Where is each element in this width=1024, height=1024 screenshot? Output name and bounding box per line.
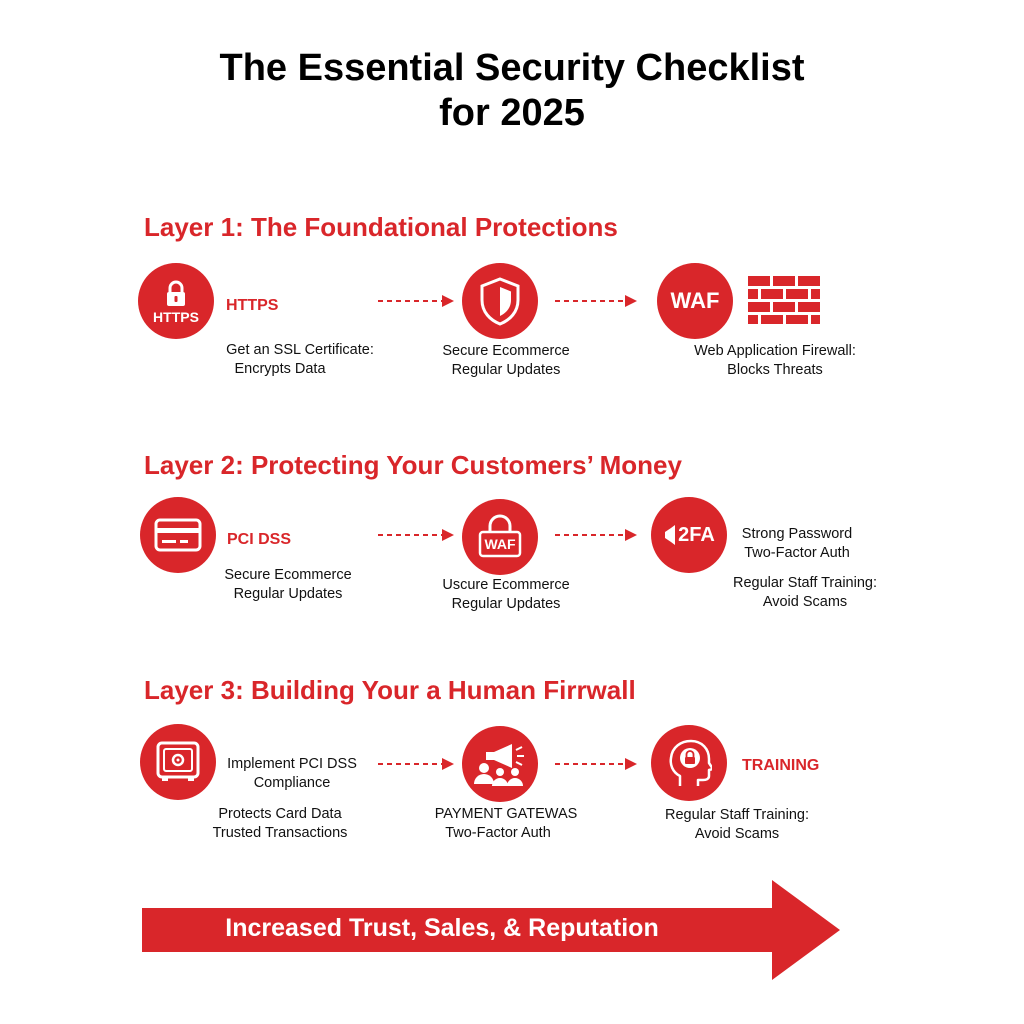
title-line-1: The Essential Security Checklist: [219, 47, 805, 89]
staff-training-caption: [702, 574, 908, 612]
card-data-caption: [180, 805, 380, 843]
caption-line: Web Application Firewall:: [694, 343, 856, 359]
banner-text: Increased Trust, Sales, & Reputation: [225, 914, 659, 942]
waf-icon: [657, 263, 733, 339]
uscure-caption: [406, 576, 606, 614]
ssl-caption: [200, 341, 400, 379]
page-title: [0, 46, 1024, 136]
caption-line: Regular Updates: [451, 362, 561, 378]
waf-caption: [672, 342, 878, 380]
layer-1-heading: Layer 1: The Foundational Protections: [144, 212, 618, 242]
dashed-arrow-icon: [378, 756, 458, 772]
caption-line: Secure Ecommerce: [442, 343, 570, 359]
caption-line: Compliance: [253, 775, 331, 791]
waf-icon-text: WAF: [670, 288, 720, 313]
caption-line: Get an SSL Certificate:: [226, 342, 374, 358]
padlock-icon-text: HTTPS: [153, 308, 199, 325]
shield-icon: [462, 263, 538, 339]
credit-card-icon: [140, 497, 216, 573]
caption-line: Implement PCI DSS: [227, 756, 357, 772]
caption-line: Two-Factor Auth: [744, 545, 850, 561]
waf-lock-icon-text: WAF: [484, 536, 516, 552]
padlock-icon: [138, 263, 214, 339]
dashed-arrow-icon: [555, 527, 641, 543]
title-line-2: for 2025: [439, 91, 585, 134]
caption-line: Two-Factor Auth: [445, 825, 551, 841]
waf-lock-icon: [462, 499, 538, 575]
dashed-arrow-icon: [555, 293, 641, 309]
layer-2-heading: Layer 2: Protecting Your Customers’ Money: [144, 450, 682, 480]
caption-line: Encrypts Data: [234, 361, 326, 377]
caption-line: Avoid Scams: [694, 826, 780, 842]
caption-line: Regular Staff Training:: [664, 807, 809, 823]
payment-gateway-caption: [406, 805, 606, 843]
caption-line: Regular Staff Training:: [732, 575, 877, 591]
two-factor-side-text: [724, 525, 870, 563]
brick-wall-icon: [748, 276, 820, 324]
staff-training-caption-2: [634, 806, 840, 844]
caption-line: Regular Updates: [233, 586, 343, 602]
caption-line: Uscure Ecommerce: [442, 577, 570, 593]
dashed-arrow-icon: [555, 756, 641, 772]
caption-line: Regular Updates: [451, 596, 561, 612]
training-label: TRAINING: [742, 757, 820, 774]
safe-icon: [140, 724, 216, 800]
pci-dss-label: PCI DSS: [227, 531, 292, 548]
two-factor-icon: [651, 497, 727, 573]
head-lock-icon: [651, 725, 727, 801]
two-factor-icon-text: 2FA: [678, 523, 715, 546]
pci-compliance-side-text: [216, 755, 368, 793]
layer-3-heading: Layer 3: Building Your a Human Firrwall: [144, 675, 636, 705]
caption-line: Trusted Transactions: [212, 825, 348, 841]
caption-line: Avoid Scams: [762, 594, 848, 610]
dashed-arrow-icon: [378, 527, 458, 543]
caption-line: Blocks Threats: [727, 362, 823, 378]
caption-line: Secure Ecommerce: [224, 567, 352, 583]
dashed-arrow-icon: [378, 293, 458, 309]
caption-line: Protects Card Data: [218, 806, 342, 822]
pci-caption: [188, 566, 388, 604]
megaphone-people-icon: [462, 726, 538, 802]
caption-line: Strong Password: [741, 526, 853, 542]
https-label: HTTPS: [226, 297, 279, 314]
secure-ecommerce-caption: [406, 342, 606, 380]
caption-line: PAYMENT GATEWAS: [434, 806, 578, 822]
